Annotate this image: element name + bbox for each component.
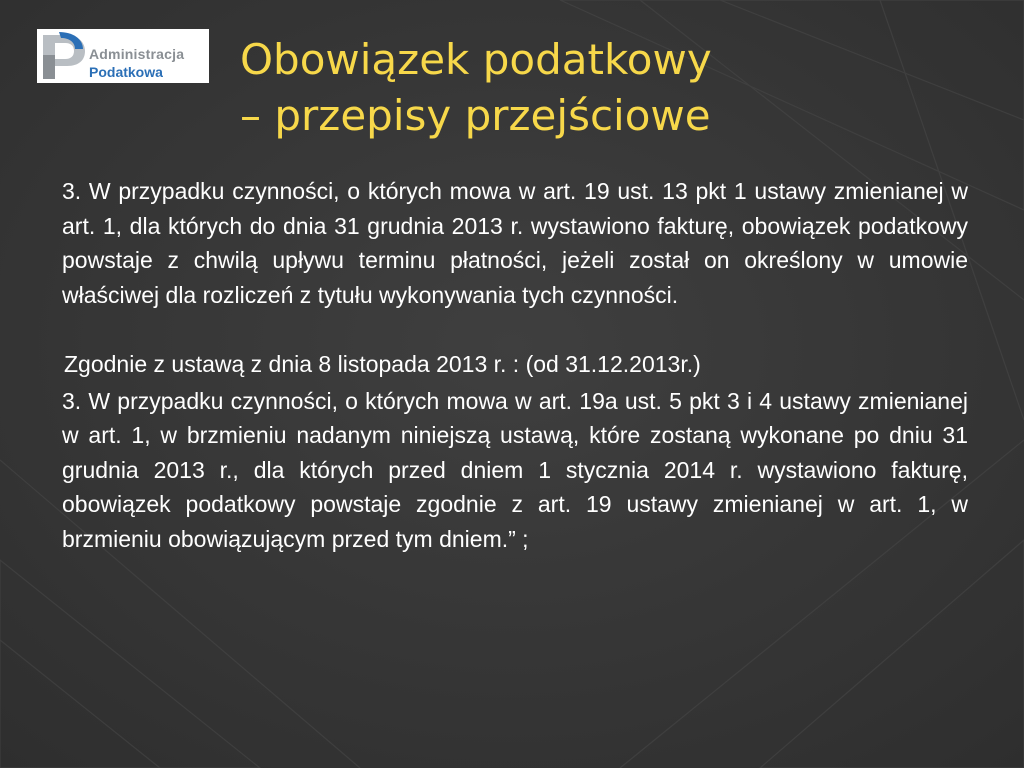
statute-note: Zgodnie z ustawą z dnia 8 listopada 2013 r. : (od 31.12.2013r.) [64,351,701,377]
paragraph-transitional-rule-old: 3. W przypadku czynności, o których mowa w art. 19 ust. 13 pkt 1 ustawy zmienianej w art. 1, dla których do dnia 31 grudnia 2013 r. wystawiono fakturę, obowiązek podatkowy powstaje z chwilą upływu terminu płatności, jeżeli został on określony w umowie właściwej dla rozliczeń z tytułu wykonywania tych czynności. [62,178,968,308]
administracja-podatkowa-logo [37,29,209,83]
logo-text-administracja: Administracja [89,46,185,62]
paragraph-transitional-rule-new: 3. W przypadku czynności, o których mowa w art. 19a ust. 5 pkt 3 i 4 ustawy zmienianej w art. 1, w brzmieniu nadanym niniejszą ustawą, które zostaną wykonane po dniu 31 grudnia 2013 r., dla których przed dniem 1 stycznia 2014 r. wystawiono fakturę, obowiązek podatkowy powstaje zgodnie z art. 19 ustawy zmienianej w art. 1, w brzmieniu obowiązującym przed tym dniem.” ; [62,387,968,552]
slide-body [62,174,968,556]
title-line-1: Obowiązek podatkowy [240,35,712,84]
slide-title [240,32,940,144]
logo-text-podatkowa: Podatkowa [89,64,163,80]
title-line-2: – przepisy przejściowe [240,91,711,140]
logo-emblem-icon [37,29,91,83]
